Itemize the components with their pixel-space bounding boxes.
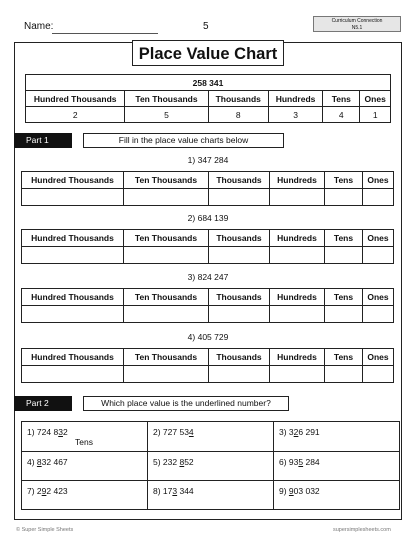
place-value-chart	[21, 288, 394, 323]
place-value-chart	[21, 229, 394, 264]
answer-cell[interactable]	[22, 366, 124, 383]
answer-cell[interactable]	[124, 189, 209, 206]
answer-cell[interactable]	[325, 189, 363, 206]
column-header: Ones	[363, 289, 394, 306]
column-header: Ten Thousands	[124, 349, 209, 366]
chart-question-title: 1) 347 284	[187, 155, 229, 165]
chart-question-title: 3) 824 247	[187, 272, 229, 282]
column-header: Tens	[325, 349, 363, 366]
page-title: Place Value Chart	[132, 40, 284, 66]
chart-question-title: 4) 405 729	[187, 332, 229, 342]
example-digit-cell: 5	[125, 107, 208, 123]
example-column-header: Tens	[323, 91, 360, 107]
column-header: Thousands	[209, 289, 270, 306]
answer-cell[interactable]	[363, 247, 394, 264]
answer-cell[interactable]	[270, 306, 325, 323]
question-cell[interactable]	[148, 422, 274, 452]
underlined-digit: 2	[293, 427, 299, 437]
column-header: Hundreds	[270, 230, 325, 247]
answer-cell[interactable]	[209, 189, 270, 206]
underlined-digit: 4	[188, 427, 194, 437]
column-header: Thousands	[209, 349, 270, 366]
footer-copyright: © Super Simple Sheets	[16, 527, 74, 533]
answer-cell[interactable]	[270, 189, 325, 206]
answer-cell[interactable]	[124, 247, 209, 264]
column-header: Hundreds	[270, 289, 325, 306]
question-cell[interactable]	[22, 452, 148, 481]
column-header: Hundred Thousands	[22, 349, 124, 366]
answer-cell[interactable]	[22, 306, 124, 323]
column-header: Tens	[325, 289, 363, 306]
part2-instruction: Which place value is the underlined number?	[83, 396, 289, 411]
answer-cell[interactable]	[363, 189, 394, 206]
column-header: Thousands	[209, 230, 270, 247]
answer-cell[interactable]	[325, 247, 363, 264]
underlined-digit: 9	[288, 486, 294, 496]
column-header: Hundreds	[270, 349, 325, 366]
name-label: Name:	[24, 21, 54, 32]
column-header: Hundred Thousands	[22, 289, 124, 306]
underlined-digit: 8	[179, 457, 185, 467]
curriculum-connection-title: Curriculum Connection	[331, 18, 383, 24]
answer-cell[interactable]	[325, 306, 363, 323]
question-number: 3) 326 291	[279, 427, 320, 437]
column-header: Ten Thousands	[124, 230, 209, 247]
example-digit-cell: 4	[323, 107, 360, 123]
place-value-chart	[21, 348, 394, 383]
question-cell[interactable]	[22, 481, 148, 510]
answer-cell[interactable]	[270, 366, 325, 383]
footer-website: supersimplesheets.com	[333, 527, 391, 533]
column-header: Tens	[325, 172, 363, 189]
example-column-header: Ones	[360, 91, 391, 107]
answer-cell[interactable]	[325, 366, 363, 383]
column-header: Thousands	[209, 172, 270, 189]
column-header: Hundred Thousands	[22, 172, 124, 189]
question-cell[interactable]	[22, 422, 148, 452]
example-digit-cell: 1	[360, 107, 391, 123]
example-place-value-table	[25, 74, 391, 123]
answer-cell[interactable]	[209, 247, 270, 264]
question-number: 7) 292 423	[27, 486, 68, 496]
column-header: Ones	[363, 172, 394, 189]
question-answer: Tens	[75, 437, 93, 447]
underlined-digit: 8	[36, 457, 42, 467]
curriculum-connection-code: N5.1	[351, 25, 363, 31]
underlined-digit: 3	[58, 427, 63, 437]
curriculum-connection-box	[313, 16, 401, 32]
part1-label: Part 1	[14, 133, 72, 148]
answer-cell[interactable]	[363, 306, 394, 323]
example-column-header: Thousands	[208, 91, 268, 107]
question-number: 8) 173 344	[153, 486, 194, 496]
answer-cell[interactable]	[209, 306, 270, 323]
question-cell[interactable]	[274, 452, 400, 481]
example-digit-cell: 2	[26, 107, 125, 123]
answer-cell[interactable]	[209, 366, 270, 383]
answer-cell[interactable]	[270, 247, 325, 264]
question-number: 4) 832 467	[27, 457, 68, 467]
answer-cell[interactable]	[22, 189, 124, 206]
part1-instruction: Fill in the place value charts below	[83, 133, 284, 148]
question-number: 2) 727 534	[153, 427, 194, 437]
underlined-questions-table	[21, 421, 400, 510]
column-header: Ten Thousands	[124, 172, 209, 189]
answer-cell[interactable]	[363, 366, 394, 383]
place-value-chart	[21, 171, 394, 206]
answer-cell[interactable]	[124, 366, 209, 383]
question-cell[interactable]	[148, 452, 274, 481]
column-header: Hundreds	[270, 172, 325, 189]
page-number: 5	[203, 21, 209, 32]
example-column-header: Hundred Thousands	[26, 91, 125, 107]
question-number: 1) 724 832	[27, 427, 68, 437]
example-digit-cell: 3	[268, 107, 322, 123]
example-column-header: Ten Thousands	[125, 91, 208, 107]
column-header: Tens	[325, 230, 363, 247]
example-column-header: Hundreds	[268, 91, 322, 107]
name-field-line[interactable]	[52, 33, 158, 34]
underlined-digit: 5	[298, 457, 304, 467]
answer-cell[interactable]	[22, 247, 124, 264]
question-cell[interactable]	[274, 422, 400, 452]
column-header: Ten Thousands	[124, 289, 209, 306]
column-header: Hundred Thousands	[22, 230, 124, 247]
question-number: 6) 935 284	[279, 457, 320, 467]
example-number: 258 341	[26, 75, 391, 91]
column-header: Ones	[363, 349, 394, 366]
answer-cell[interactable]	[124, 306, 209, 323]
part2-label: Part 2	[14, 396, 72, 411]
column-header: Ones	[363, 230, 394, 247]
question-number: 9) 903 032	[279, 486, 320, 496]
question-cell[interactable]	[274, 481, 400, 510]
example-digit-cell: 8	[208, 107, 268, 123]
underlined-digit: 9	[41, 486, 47, 496]
question-cell[interactable]	[148, 481, 274, 510]
question-number: 5) 232 852	[153, 457, 194, 467]
chart-question-title: 2) 684 139	[187, 213, 229, 223]
underlined-digit: 3	[172, 486, 178, 496]
